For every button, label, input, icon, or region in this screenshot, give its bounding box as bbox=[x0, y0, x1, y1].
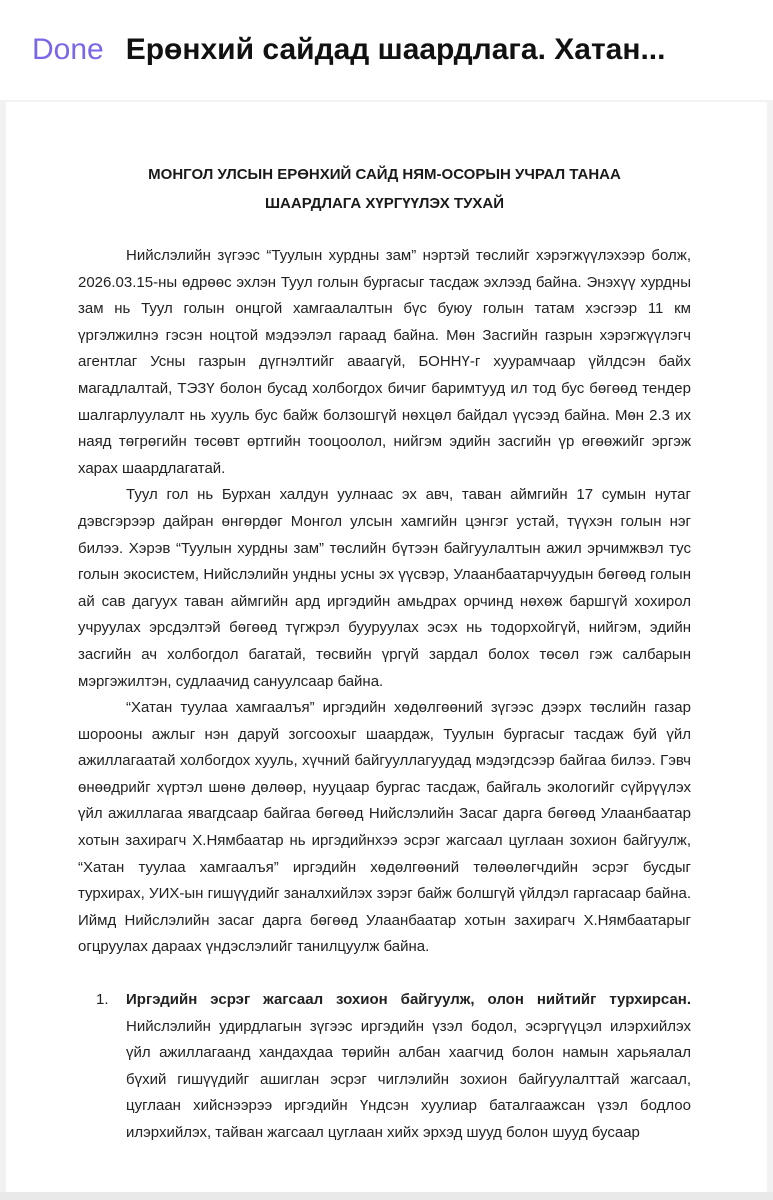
numbered-list bbox=[78, 987, 691, 1147]
document-heading bbox=[78, 160, 691, 218]
document-title: Ерөнхий сайдад шаардлага. Хатан... bbox=[125, 33, 666, 66]
document-page[interactable] bbox=[6, 102, 767, 1192]
list-item-body: Нийслэлийн удирдлагын зүгээс иргэдийн үзэл бодол, эсэргүүцэл илэрхийлэх үйл ажиллагаанд хандахдаа төрийн албан хаагчид болон намын харьяалал бүхий гишүүдийг ашиглан эсрэг чиглэлийн зохион байгуулалттай жагсаал, цуглаан хийснээрээ иргэдийн Үндсэн хуулиар баталгаажсан үзэл бодлоо илэрхийлэх, тайван жагсаал цуглаан хийх эрхэд шууд болон шууд бусаар bbox=[126, 1017, 691, 1141]
list-item-bold: Иргэдийн эсрэг жагсаал зохион байгуулж, олон нийтийг турхирсан. bbox=[126, 991, 691, 1009]
top-bar bbox=[0, 0, 773, 100]
bottom-strip bbox=[0, 1192, 773, 1200]
done-button[interactable]: Done bbox=[32, 33, 104, 66]
paragraph-2: Туул гол нь Бурхан халдун уулнаас эх авч, таван аймгийн 17 сумын нутаг дэвсгэрээр дайран өнгөрдөг Монгол улсын хамгийн цэнгэг устай, түүхэн голын нэг билээ. Хэрэв “Туулын хурдны зам” төслийн бүтээн байгуулалтын ажил эрчимжвэл тус голын экосистем, Нийслэлийн ундны усны эх үүсвэр, Улаанбаатарчуудын бөгөөд голын ай сав дагуух таван аймгийн ард иргэдийн амьдрах орчинд нөхөж баршгүй хохирол учруулах эрсдэлтэй бөгөөд түгжрэл бууруулах эсэх нь тодорхойгүй, нийгэм, эдийн засгийн ач холбогдол багатай, төсвийн үргүй зардал болох төсөл гэж салбарын мэргэжилтэн, судлаачид сануулсаар байна. bbox=[78, 486, 691, 690]
heading-line-2: ШААРДЛАГА ХҮРГҮҮЛЭХ ТУХАЙ bbox=[264, 195, 505, 212]
list-item bbox=[78, 987, 691, 1147]
heading-line-1: МОНГОЛ УЛСЫН ЕРӨНХИЙ САЙД НЯМ-ОСОРЫН УЧРАЛ ТАНАА bbox=[148, 166, 621, 183]
paragraph-1: Нийслэлийн зүгээс “Туулын хурдны зам” нэртэй төслийг хэрэгжүүлэхээр болж, 2026.03.15-ны өдрөөс эхлэн Туул голын бургасыг тасдаж эхлээд байна. Энэхүү хурдны зам нь Туул голын онцгой хамгаалалтын бүс буюу голын татам хэсгээр 11 км үргэлжилнэ гэсэн ноцтой мэдээлэл гараад байна. Мөн Засгийн газрын хэрэгжүүлэгч агентлаг Усны газрын дүгнэлтийг аваагүй, БОННҮ-г хуурамчаар үйлдсэн байх магадлалтай, ТЭЗҮ болон бусад холбогдох бичиг баримтууд ил тод бус бөгөөд тендер шалгарлуулалт нь хууль бус байж болзошгүй нөхцөл байдал үүсээд байна. Мөн 2.3 их наяд төгрөгийн төсөвт өртгийн тооцоолол, нийгэм эдийн засгийн үр өгөөжийг эргэж харах шаардлагатай. bbox=[78, 247, 691, 477]
list-item-number: 1. bbox=[96, 991, 109, 1009]
paragraph-3: “Хатан туулаа хамгаалъя” иргэдийн хөдөлгөөний зүгээс дээрх төслийн газар шорооны ажлыг нэн даруй зогсоохыг шаардаж, Туулын бургасыг тасдаж буй үйл ажиллагаатай холбогдох хууль, хүчний байгууллагуудад мэдэгдсээр байгаа билээ. Гэвч өнөөдрийг хүртэл шөнө дөлөөр, нууцаар бургас тасдаж, байгаль экологийг сүйрүүлэх үйл ажиллагаа явагдсаар байгаа бөгөөд Нийслэлийн Засаг дарга бөгөөд Улаанбаатар хотын захирагч Х.Нямбаатар нь иргэдийнхээ эсрэг жагсаал цуглаан зохион байгуулж, “Хатан туулаа хамгаалъя” иргэдийн хөдөлгөөний төлөөлөгчдийн эсрэг бусдыг турхирах, УИХ-ын гишүүдийг заналхийлэх зэрэг байж болшгүй үйлдэл гаргасаар байна. Иймд Нийслэлийн засаг дарга бөгөөд Улаанбаатар хотын захирагч Х.Нямбаатарыг огцруулах дараах үндэслэлийг танилцуулж байна. bbox=[78, 699, 691, 956]
list-item-text bbox=[126, 987, 691, 1147]
